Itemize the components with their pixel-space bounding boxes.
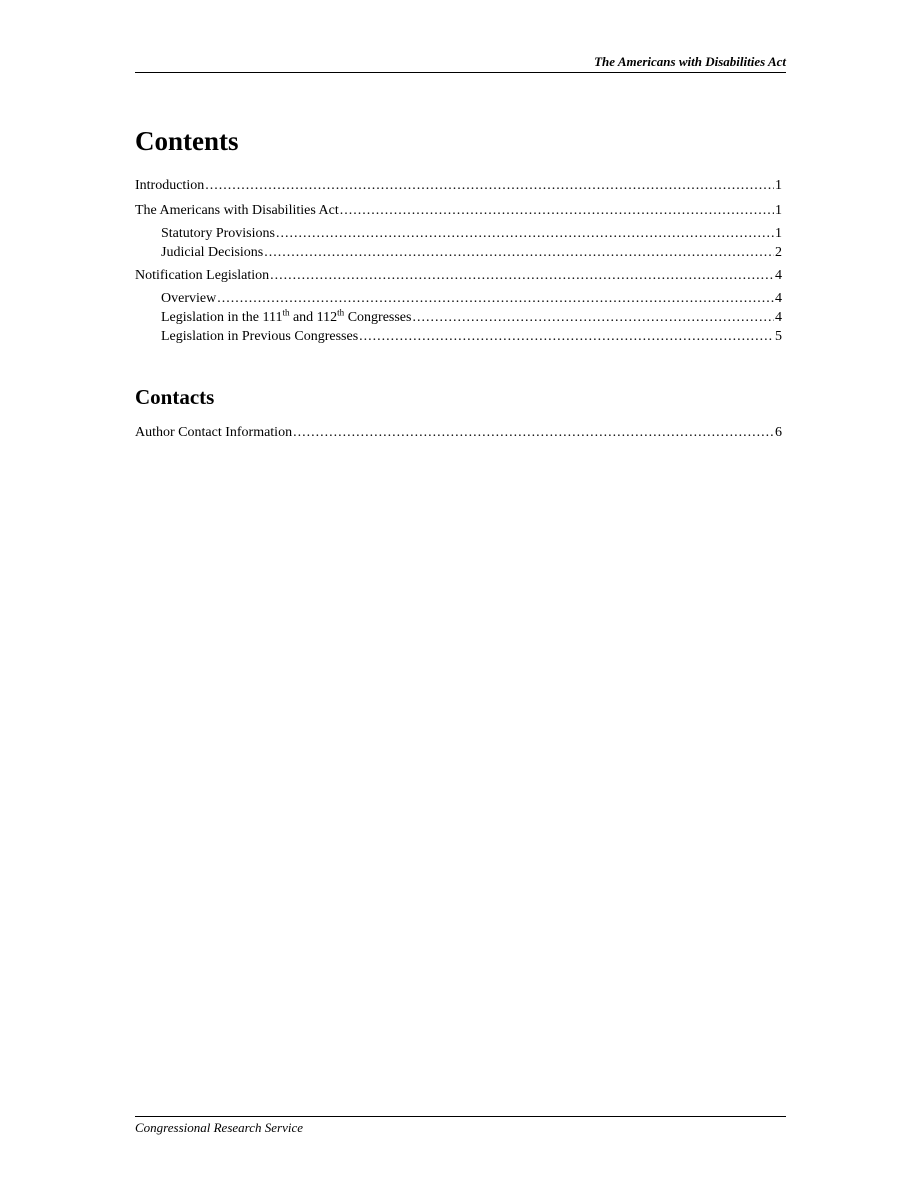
toc-dot-leader	[217, 289, 774, 308]
toc-entry-title: Legislation in Previous Congresses	[161, 329, 359, 344]
toc-page-number: 6	[775, 425, 782, 440]
toc-dot-leader	[293, 423, 774, 442]
toc-page-number: 1	[775, 226, 782, 241]
toc-entry-legislation-111th-112th[interactable]	[161, 308, 782, 327]
toc-dot-leader	[340, 201, 774, 220]
toc-entry-title: Legislation in the 111th and 112th Congresses	[161, 307, 412, 325]
toc-entry-title: Introduction	[135, 178, 205, 193]
running-header: The Americans with Disabilities Act	[594, 54, 786, 69]
toc-entry-title: Judicial Decisions	[161, 245, 264, 260]
toc-entry-title: Author Contact Information	[135, 425, 293, 440]
toc-dot-leader	[412, 308, 774, 327]
footer-rule	[135, 1116, 786, 1117]
toc-page-number: 1	[775, 203, 782, 218]
toc-entry-author-contact-information[interactable]	[135, 423, 782, 442]
toc-page-number: 2	[775, 245, 782, 260]
toc-dot-leader	[264, 243, 774, 262]
toc-page-number: 1	[775, 178, 782, 193]
toc-entry-title: Notification Legislation	[135, 268, 270, 283]
toc-dot-leader	[359, 327, 774, 346]
running-footer: Congressional Research Service	[135, 1120, 303, 1135]
toc-entry-introduction[interactable]	[135, 176, 782, 195]
toc-entry-judicial-decisions[interactable]	[161, 243, 782, 262]
toc-page-number: 4	[775, 291, 782, 306]
toc-page-number: 4	[775, 268, 782, 283]
toc-entry-americans-with-disabilities-act[interactable]	[135, 201, 782, 220]
toc-entry-title: Statutory Provisions	[161, 226, 275, 241]
toc-entry-overview[interactable]	[161, 289, 782, 308]
toc-entry-statutory-provisions[interactable]	[161, 224, 782, 243]
toc-dot-leader	[276, 224, 774, 243]
toc-entry-title: The Americans with Disabilities Act	[135, 203, 339, 218]
toc-dot-leader	[205, 176, 774, 195]
toc-dot-leader	[270, 266, 774, 285]
toc-page-number: 5	[775, 329, 782, 344]
toc-entry-legislation-previous-congresses[interactable]	[161, 327, 782, 346]
toc-entry-title: Overview	[161, 291, 217, 306]
toc-page-number: 4	[775, 310, 782, 325]
contents-heading: Contents	[135, 126, 239, 156]
header-rule	[135, 72, 786, 73]
contacts-heading: Contacts	[135, 385, 215, 409]
toc-entry-notification-legislation[interactable]	[135, 266, 782, 285]
